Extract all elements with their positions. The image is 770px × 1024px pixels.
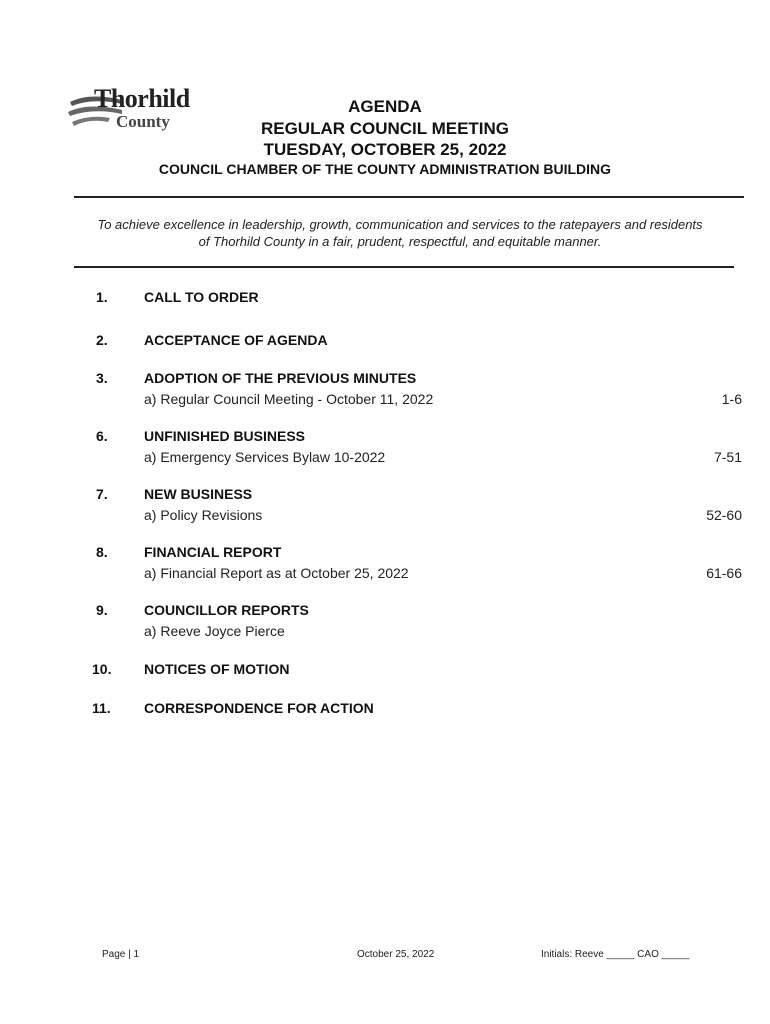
- item-pages: 1-6: [721, 391, 742, 407]
- item-subitem: a) Financial Report as at October 25, 2022: [144, 565, 409, 581]
- meeting-location: COUNCIL CHAMBER OF THE COUNTY ADMINISTRATION BUILDING: [158, 161, 612, 177]
- item-number: 11.: [92, 700, 111, 716]
- item-number: 8.: [96, 544, 108, 560]
- item-title: COUNCILLOR REPORTS: [144, 602, 309, 618]
- item-title: NEW BUSINESS: [144, 486, 253, 502]
- item-subitem: a) Policy Revisions: [144, 507, 263, 523]
- footer-initials: Initials: Reeve _____ CAO _____: [541, 949, 690, 960]
- page-title: AGENDA: [348, 97, 422, 116]
- item-title: UNFINISHED BUSINESS: [144, 428, 306, 444]
- item-pages: 61-66: [706, 565, 742, 581]
- mission-line: To achieve excellence in leadership, growth, communication and services to the ratepayers and residents: [97, 217, 703, 232]
- item-title: CALL TO ORDER: [144, 289, 259, 305]
- mission-statement: [60, 216, 740, 250]
- item-number: 10.: [92, 661, 112, 677]
- item-pages: 52-60: [706, 507, 742, 523]
- logo-name: Thorhild: [94, 84, 190, 113]
- item-number: 7.: [96, 486, 108, 502]
- item-subitem: a) Emergency Services Bylaw 10-2022: [144, 449, 386, 465]
- item-number: 9.: [96, 602, 108, 618]
- item-number: 3.: [96, 370, 108, 386]
- item-subitem: a) Regular Council Meeting - October 11, 2022: [144, 391, 434, 407]
- item-title: ACCEPTANCE OF AGENDA: [144, 332, 328, 348]
- meeting-date: TUESDAY, OCTOBER 25, 2022: [263, 140, 507, 159]
- divider: [74, 196, 744, 198]
- item-title: NOTICES OF MOTION: [144, 661, 290, 677]
- footer-page-number: Page | 1: [102, 949, 140, 960]
- item-title: FINANCIAL REPORT: [144, 544, 282, 560]
- footer-date: October 25, 2022: [357, 949, 435, 960]
- item-number: 1.: [96, 289, 108, 305]
- meeting-type: REGULAR COUNCIL MEETING: [260, 119, 510, 138]
- item-number: 2.: [96, 332, 108, 348]
- item-title: CORRESPONDENCE FOR ACTION: [144, 700, 374, 716]
- divider: [74, 266, 734, 268]
- item-pages: 7-51: [713, 449, 742, 465]
- item-subitem: a) Reeve Joyce Pierce: [144, 623, 285, 639]
- mission-line: of Thorhild County in a fair, prudent, respectful, and equitable manner.: [198, 234, 602, 249]
- item-title: ADOPTION OF THE PREVIOUS MINUTES: [144, 370, 417, 386]
- logo-county: County: [116, 112, 170, 131]
- item-number: 6.: [96, 428, 108, 444]
